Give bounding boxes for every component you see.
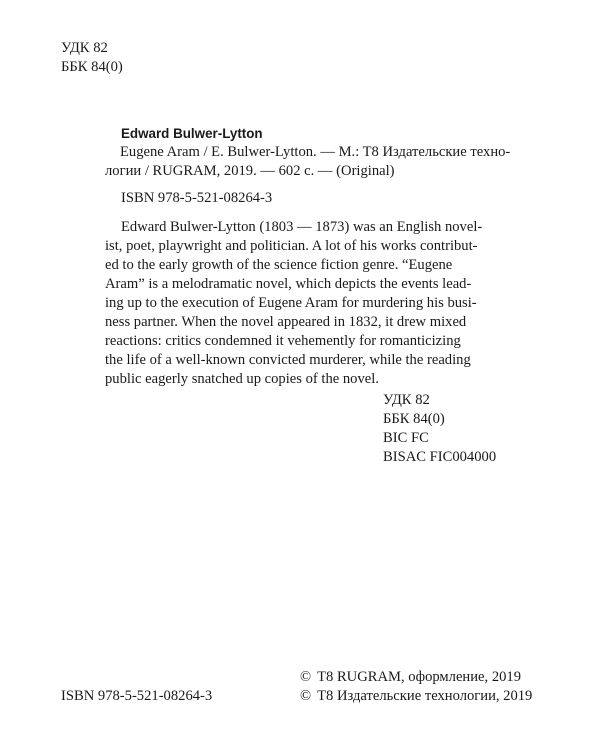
copyright-block (300, 668, 532, 706)
annotation (105, 218, 501, 389)
annotation-line: ist, poet, playwright and politician. A lot of his works contribut- (105, 238, 478, 254)
copyright-text: T8 RUGRAM, оформление, 2019 (317, 669, 522, 685)
annotation-line: ed to the early growth of the science fiction genre. “Eugene (105, 257, 453, 273)
classification-codes (383, 391, 496, 467)
copyright-text: T8 Издательские технологии, 2019 (317, 688, 533, 704)
classification-code: BIC FC (383, 430, 429, 446)
annotation-line: public eagerly snatched up copies of the novel. (105, 371, 379, 387)
annotation-line: reactions: critics condemned it vehemently for romanticizing (105, 333, 461, 349)
bibliographic-record (105, 143, 511, 181)
annotation-line: Edward Bulwer-Lytton (1803 — 1873) was an English novel- (121, 219, 483, 235)
copyright-line (300, 687, 532, 706)
copyright-symbol: © (300, 669, 312, 685)
bbk-code: ББК 84(0) (61, 59, 123, 75)
isbn-bottom: ISBN 978-5-521-08264-3 (61, 688, 213, 704)
classification-code: BISAC FIC004000 (383, 449, 497, 465)
classification-code: ББК 84(0) (383, 411, 445, 427)
annotation-line: the life of a well-known convicted murderer, while the reading (105, 352, 471, 368)
copyright-symbol: © (300, 688, 312, 704)
annotation-line: ing up to the execution of Eugene Aram for murdering his busi- (105, 295, 477, 311)
annotation-line: Aram” is a melodramatic novel, which depicts the events lead- (105, 276, 472, 292)
author-name: Edward Bulwer-Lytton (121, 126, 263, 141)
annotation-line: ness partner. When the novel appeared in 1832, it drew mixed (105, 314, 467, 330)
bibliographic-line: Eugene Aram / E. Bulwer-Lytton. — M.: T8 Издательские техно- (120, 144, 511, 160)
classification-top (61, 39, 123, 77)
classification-code: УДК 82 (383, 392, 430, 408)
bibliographic-line: логии / RUGRAM, 2019. — 602 с. — (Original) (105, 163, 395, 179)
isbn-main: ISBN 978-5-521-08264-3 (121, 190, 273, 206)
udk-code: УДК 82 (61, 40, 108, 56)
copyright-line (300, 668, 532, 687)
